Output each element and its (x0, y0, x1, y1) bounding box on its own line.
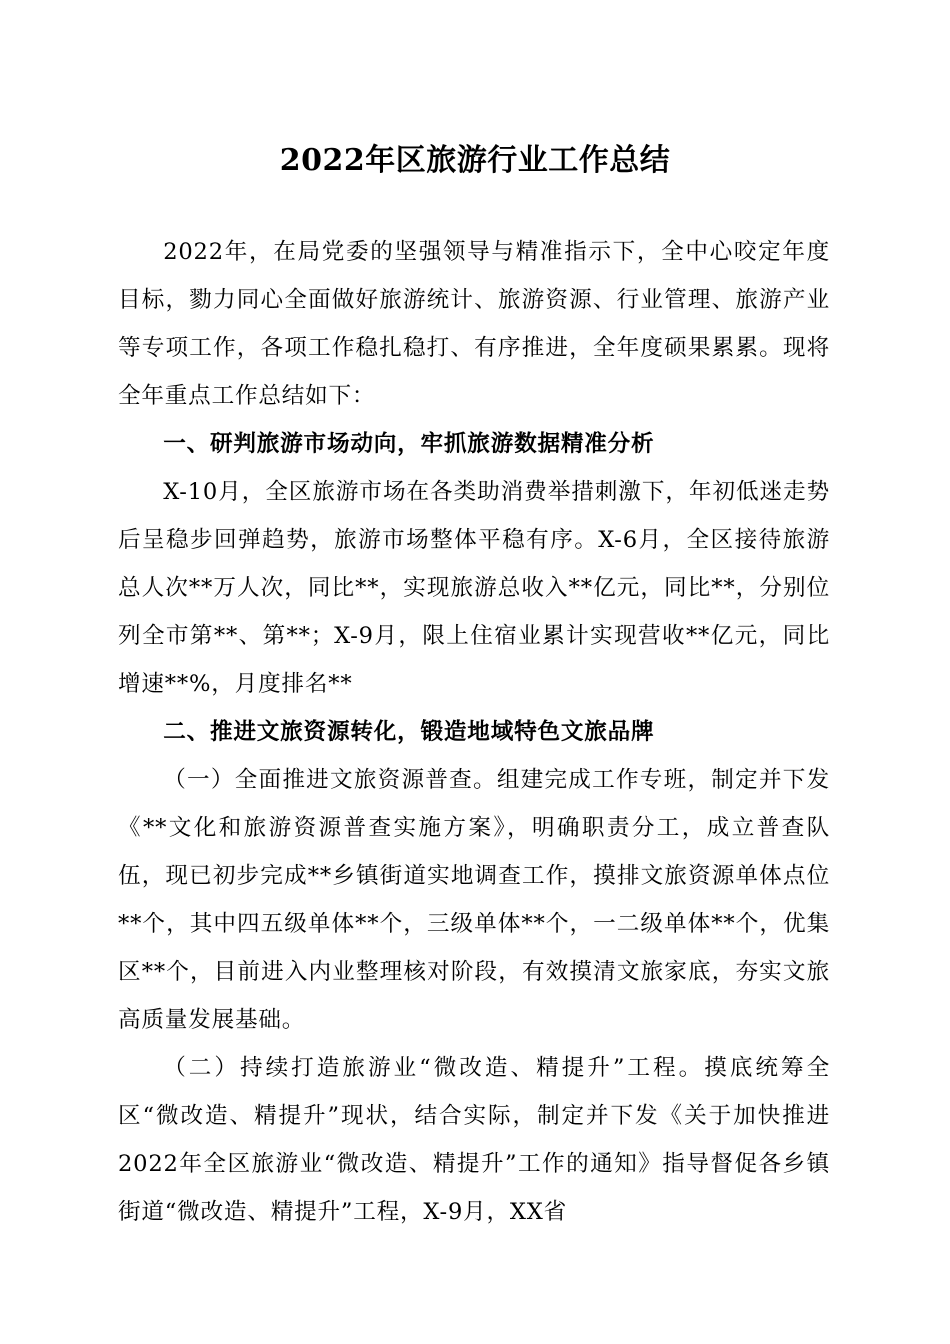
subsection-2-1-paragraph (118, 756, 830, 1044)
intro-paragraph: 2022年，在局党委的坚强领导与精准指示下，全中心咬定年度目标，勠力同心全面做好旅游统计、旅游资源、行业管理、旅游产业等专项工作，各项工作稳扎稳打、有序推进，全年度硕果累累。现将全年重点工作总结如下： (118, 239, 830, 409)
section-2-heading: 二、推进文旅资源转化，锻造地域特色文旅品牌 (163, 719, 655, 745)
section-1-paragraph: X-10月，全区旅游市场在各类助消费举措刺激下，年初低迷走势后呈稳步回弹趋势，旅游市场整体平稳有序。X-6月，全区接待旅游总人次**万人次，同比**，实现旅游总收入**亿元，同比**，分别位列全市第**、第**；X-9月，限上住宿业累计实现营收**亿元，同比增速**%，月度排名** (118, 479, 830, 697)
document-body (118, 228, 830, 1236)
subsection-2-1-label: （一）全面推进文旅资源普查。 (163, 767, 497, 793)
subsection-2-2-body: 摸底统筹全区“微改造、精提升”现状，结合实际，制定并下发《关于加快推进2022年全区旅游业“微改造、精提升”工作的通知》指导督促各乡镇街道“微改造、精提升”工程，X-9月，XX省 (118, 1055, 830, 1225)
subsection-2-2-label: （二）持续打造旅游业“微改造、精提升”工程。 (163, 1055, 705, 1081)
subsection-2-1-body: 组建完成工作专班，制定并下发《**文化和旅游资源普查实施方案》，明确职责分工，成立普查队伍，现已初步完成**乡镇街道实地调查工作，摸排文旅资源单体点位**个，其中四五级单体**个，三级单体**个，一二级单体**个，优集区**个，目前进入内业整理核对阶段，有效摸清文旅家底，夯实文旅高质量发展基础。 (118, 767, 830, 1033)
subsection-2-2-paragraph (118, 1044, 830, 1236)
document-title: 2022年区旅游行业工作总结 (279, 143, 671, 178)
section-1-heading: 一、研判旅游市场动向，牢抓旅游数据精准分析 (163, 431, 655, 457)
